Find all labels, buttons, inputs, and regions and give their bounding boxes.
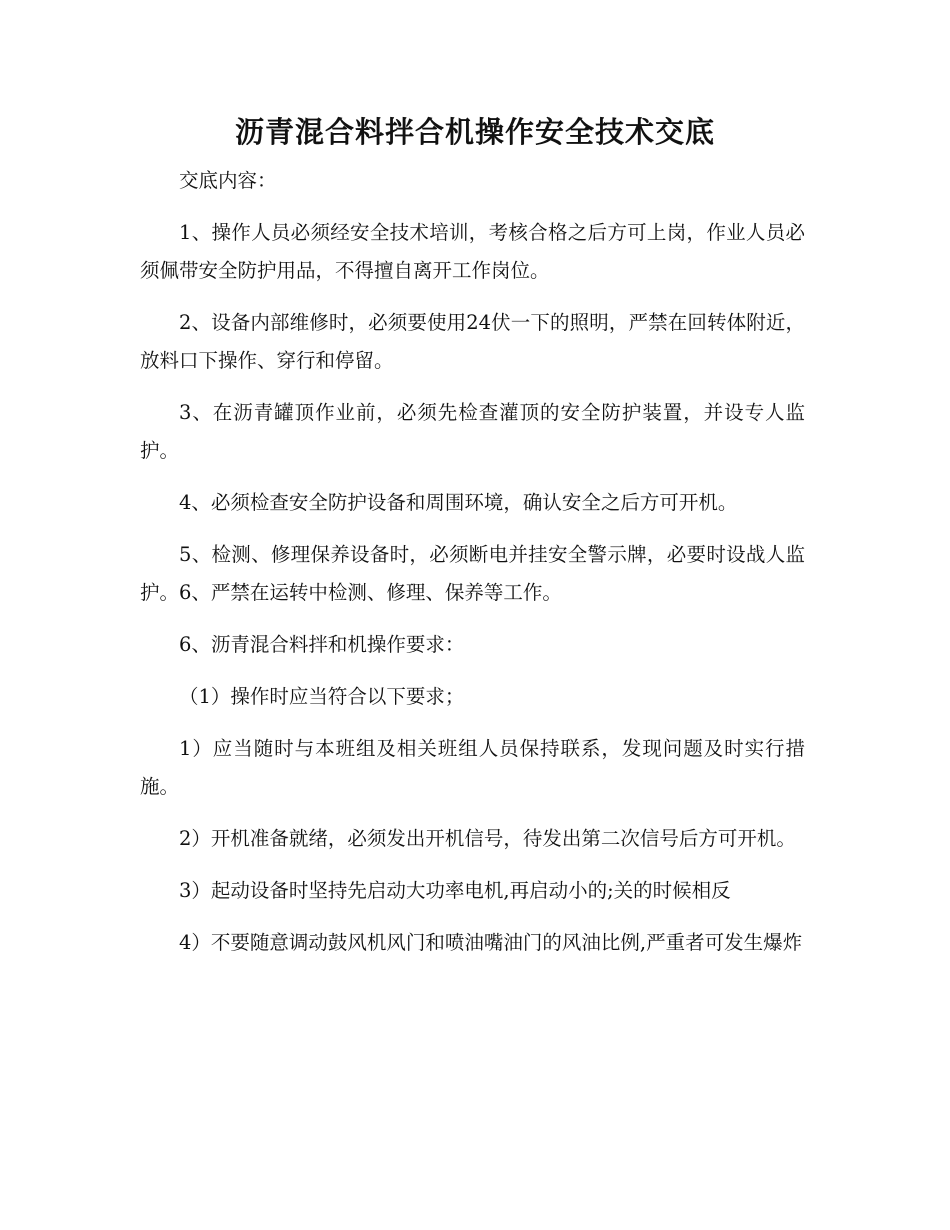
paragraph-subsection-1: （1）操作时应当符合以下要求； [179, 685, 465, 708]
document-title: 沥青混合料拌合机操作安全技术交底 [234, 115, 715, 149]
paragraph-requirement-4: 4）不要随意调动鼓风机风门和喷油嘴油门的风油比例,严重者可发生爆炸 [179, 931, 803, 954]
paragraph-item-5: 5、检测、修理保养设备时，必须断电并挂安全警示牌，必要时设战人监护。6、严禁在运转中检测、修理、保养等工作。 [140, 543, 805, 604]
paragraph-requirement-1: 1）应当随时与本班组及相关班组人员保持联系，发现问题及时实行措施。 [140, 737, 805, 798]
paragraph-requirement-3: 3）起动设备时坚持先启动大功率电机,再启动小的;关的时候相反 [179, 879, 731, 902]
paragraph-item-2: 2、设备内部维修时，必须要使用24伏一下的照明，严禁在回转体附近，放料口下操作、穿行和停留。 [140, 311, 805, 372]
paragraph-intro: 交底内容： [179, 169, 277, 192]
paragraph-item-6: 6、沥青混合料拌和机操作要求： [179, 633, 465, 656]
paragraph-requirement-2: 2）开机准备就绪，必须发出开机信号，待发出第二次信号后方可开机。 [179, 827, 796, 850]
paragraph-item-4: 4、必须检查安全防护设备和周围环境，确认安全之后方可开机。 [179, 491, 738, 514]
document-body [140, 162, 805, 976]
paragraph-item-3: 3、在沥青罐顶作业前，必须先检查灌顶的安全防护装置，并设专人监护。 [140, 401, 805, 462]
paragraph-item-1: 1、操作人员必须经安全技术培训，考核合格之后方可上岗，作业人员必须佩带安全防护用品，不得擅自离开工作岗位。 [140, 221, 805, 282]
